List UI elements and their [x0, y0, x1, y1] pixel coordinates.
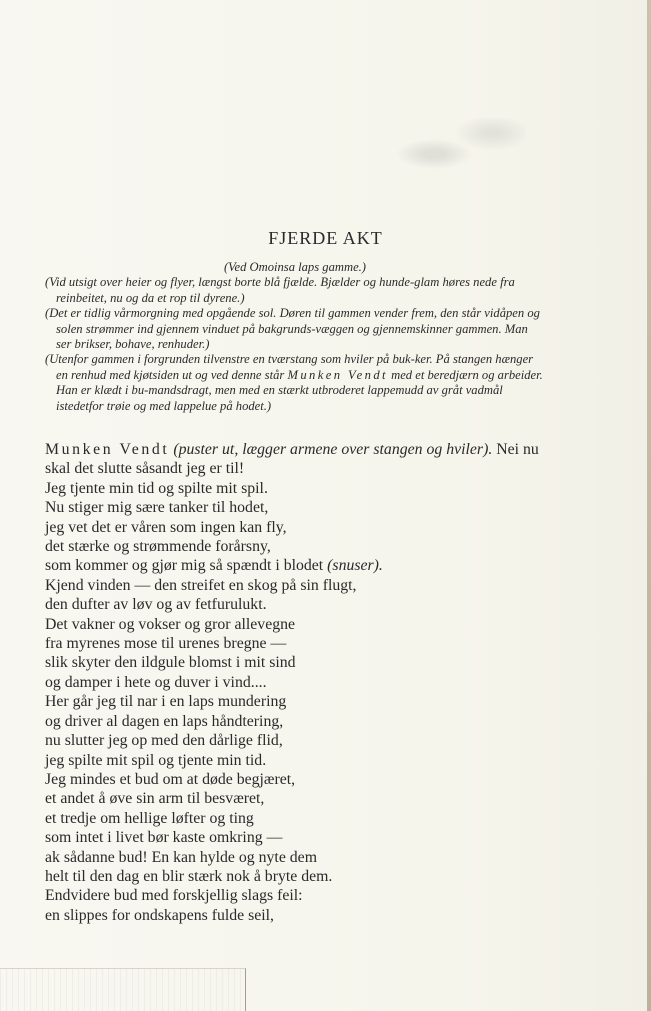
verse-line: slik skyter den ildgule blomst i mit sind — [45, 654, 296, 672]
verse-line: jeg vet det er våren som ingen kan fly, — [45, 518, 287, 536]
verse-line: fra myrenes mose til urenes bregne — — [45, 635, 287, 653]
stage-character-name: Munken Vendt — [287, 367, 388, 382]
verse-line: som kommer og gjør mig så spændt i blodet — [45, 557, 324, 575]
stage-outside-a: (Utenfor gammen i forgrunden tilvenstre en tværstang som hviler på buk-ker. På stangen hænger en renhud med kjøtsiden ut og ved denne står — [45, 352, 534, 382]
verse-line: nu slutter jeg op med den dårlige flid, — [45, 732, 283, 750]
verse-line: Nu stiger mig sære tanker til hodet, — [45, 499, 269, 517]
verse-line-with-direction — [45, 556, 545, 575]
ink-smudge — [395, 118, 525, 178]
verse-line: ak sådanne bud! En kan hylde og nyte dem — [45, 848, 317, 866]
speaker-direction: (puster ut, lægger armene over stangen og hviler). — [173, 441, 493, 458]
verse-line: og driver al dagen en laps håndtering, — [45, 712, 284, 730]
speech-opening-line — [45, 440, 545, 479]
stage-view: (Vid utsigt over heier og flyer, længst borte blå fjælde. Bjælder og hunde-glam høres nede fra reinbeitet, nu og da et rop til dyrene.) — [45, 275, 515, 305]
page-edge — [647, 0, 651, 1011]
verse-block — [45, 440, 545, 925]
page-corner-stack — [0, 968, 246, 1011]
verse-line: helt til den dag en blir stærk nok å bryte dem. — [45, 867, 333, 885]
verse-line: et andet å øve sin arm til besværet, — [45, 790, 265, 808]
stage-morning: (Det er tidlig vårmorgning med opgående sol. Døren til gammen vender frem, den står vidåpen og solen strømmer ind gjennem vinduet på bakgrunds-væggen og gjennemskinner gammen. Man ser brikser, bohave, renhuder.) — [45, 306, 540, 352]
verse-line: et tredje om hellige løfter og ting — [45, 809, 254, 827]
stage-outside-b: med et beredjærn og arbeider. Han er klædt i bu-mandsdragt, men med en stærkt utbroderet lappemudd av gråt vadmål istedetfor trøie og med lappelue på hodet.) — [56, 367, 543, 413]
verse-line: Jeg tjente min tid og spilte mit spil. — [45, 479, 268, 497]
stage-location: (Ved Omoinsa laps gamme.) — [223, 260, 366, 274]
verse-line: og damper i hete og duver i vind.... — [45, 673, 267, 691]
stage-outside — [45, 352, 545, 414]
verse-line: Det vakner og vokser og gror allevegne — [45, 615, 296, 633]
act-title: FJERDE AKT — [268, 228, 383, 248]
verse-line: jeg spilte mit spil og tjente min tid. — [45, 751, 267, 769]
inline-direction: (snuser). — [327, 557, 383, 575]
verse-line: Kjend vinden — den streifet en skog på sin flugt, — [45, 576, 357, 594]
verse-line: Her går jeg til nar i en laps mundering — [45, 693, 287, 711]
verse-line: Endvidere bud med forskjellig slags feil: — [45, 887, 303, 905]
verse-line: som intet i livet bør kaste omkring — — [45, 829, 283, 847]
verse-line: den dufter av løv og av fetfurulukt. — [45, 596, 267, 614]
verse-line: en slippes for ondskapens fulde seil, — [45, 906, 275, 924]
verse-line: Jeg mindes et bud om at døde begjæret, — [45, 770, 296, 788]
verse-line: det stærke og strømmende forårsny, — [45, 538, 271, 556]
speaker-name: Munken Vendt — [45, 441, 170, 458]
stage-directions — [45, 260, 545, 414]
opening-text: Nei nu skal det slutte såsandt jeg er til! — [45, 441, 539, 478]
